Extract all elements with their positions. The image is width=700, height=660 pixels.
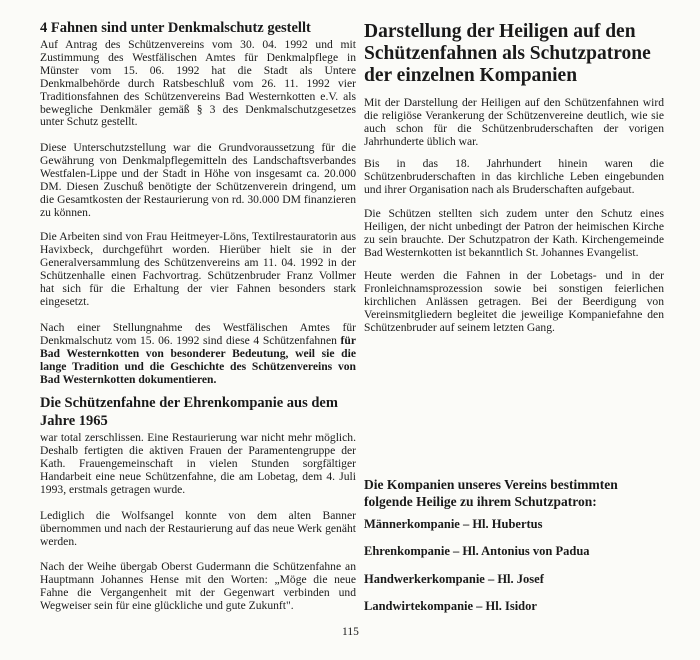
company-patron-item: Ehrenkompanie – Hl. Antonius von Padua <box>364 544 590 558</box>
heading-saints-on-flags: Darstellung der Heiligen auf den Schützenfahnen als Schutzpatrone der einzelnen Kompanien <box>364 21 651 86</box>
paragraph-processions: Heute werden die Fahnen in der Lobetags- und in der Fronleichnamsprozession sowie bei sonstigen feierlichen kirchlichen Anlässen getragen. Bei der Beerdigung von Vereinsmitgliedern begleitet die jeweilige Kompaniefahne den Schützenbruder auf seinem letzten Gang. <box>364 269 664 334</box>
heading-monument-protection: 4 Fahnen sind unter Denkmalschutz gestellt <box>40 20 311 36</box>
heading-company-patrons: Die Kompanien unseres Vereins bestimmten folgende Heilige zu ihrem Schutzpatron: <box>364 477 618 509</box>
paragraph-wolfsangel: Lediglich die Wolfsangel konnte von dem alten Banner übernommen und nach der Restaurierung auf das neue Werk genäht werden. <box>40 509 356 548</box>
significance-bold-text: für Bad Westernkotten von besonderer Bedeutung, weil sie die lange Tradition und die Geschichte des Schützenvereins von Bad Westernkotten dokumentieren. <box>40 333 356 386</box>
paragraph-consecration: Nach der Weihe übergab Oberst Gudermann die Schützenfahne an Hauptmann Johannes Hense mit den Worten: „Möge die neue Fahne die Vergangenheit mit der Gegenwart verbinden und Wegweiser sein für eine glückliche und gute Zukunft". <box>40 560 356 612</box>
company-patron-item: Landwirtekompanie – Hl. Isidor <box>364 599 537 613</box>
paragraph-religious-anchoring: Mit der Darstellung der Heiligen auf den Schützenfahnen wird die religiöse Verankerung der Schützenvereine deutlich, wie sie auch schon für die Schützenbruderschaften der vorigen Jahrhunderte üblich war. <box>364 96 664 148</box>
paragraph-funding: Diese Unterschutzstellung war die Grundvoraussetzung für die Gewährung von Denkmalpflegemitteln des Landschaftsverbandes Westfalen-Lippe und der Stadt in Höhe von insgesamt ca. 20.000 DM. Diesen Zuschuß benötigte der Schützenverein dringend, um die Gesamtkosten der Restaurierung von rd. 30.000 DM finanzieren zu können. <box>40 141 356 219</box>
company-patron-item: Handwerkerkompanie – Hl. Josef <box>364 572 544 586</box>
paragraph-brotherhoods: Bis in das 18. Jahrhundert hinein waren die Schützenbruderschaften in das kirchliche Leben eingebunden und ihrer Organisation nach als Bruderschaften aufgebaut. <box>364 157 664 196</box>
significance-text: Nach einer Stellungnahme des Westfälischen Amtes für Denkmalschutz vom 15. 06. 1992 sind diese 4 Schützenfahnen <box>40 321 356 347</box>
paragraph-new-flag: war total zerschlissen. Eine Restaurierung war nicht mehr möglich. Deshalb fertigten die aktiven Frauen der Paramentengruppe der Kath. Frauengemeinschaft in vielen Stunden sorgfältiger Handarbeit eine neue Schützenfahne, die am Lobetag, dem 4. Juli 1993, erstmals getragen wurde. <box>40 431 356 496</box>
company-patron-item: Männerkompanie – Hl. Hubertus <box>364 517 543 531</box>
paragraph-application: Auf Antrag des Schützenvereins vom 30. 04. 1992 und mit Zustimmung des Westfälischen Amtes für Denkmalpflege in Münster vom 15. 06. 1992 hat die Stadt als Untere Denkmalbehörde durch Ratsbeschluß vom 26. 11. 1992 vier Traditionsfahnen des Schützenvereins Bad Westernkotten e.V. als bewegliche Denkmäler gemäß § 3 des Denkmalschutzgesetzes unter Schutz gestellt. <box>40 38 356 129</box>
paragraph-patron-saint: Die Schützen stellten sich zudem unter den Schutz eines Heiligen, der nicht unbedingt der Patron der heimischen Kirche zu sein brauchte. Der Schutzpatron der Kath. Kirchengemeinde Bad Westernkotten ist bekanntlich St. Johannes Evangelist. <box>364 207 664 259</box>
paragraph-significance <box>40 322 356 387</box>
paragraph-restoration-work: Die Arbeiten sind von Frau Heitmeyer-Löns, Textilrestauratorin aus Havixbeck, durchgeführt worden. Hierüber hielt sie in der Generalversammlung des Schützenvereins am 11. 04. 1992 in der Schützenhalle einen Fachvortrag. Schützenbruder Franz Vollmer hat sich für die Erhaltung der vier Fahnen besonders stark eingesetzt. <box>40 230 356 308</box>
page-number: 115 <box>342 626 359 638</box>
heading-ehrenkompanie-flag: Die Schützenfahne der Ehrenkompanie aus dem Jahre 1965 <box>40 395 338 429</box>
